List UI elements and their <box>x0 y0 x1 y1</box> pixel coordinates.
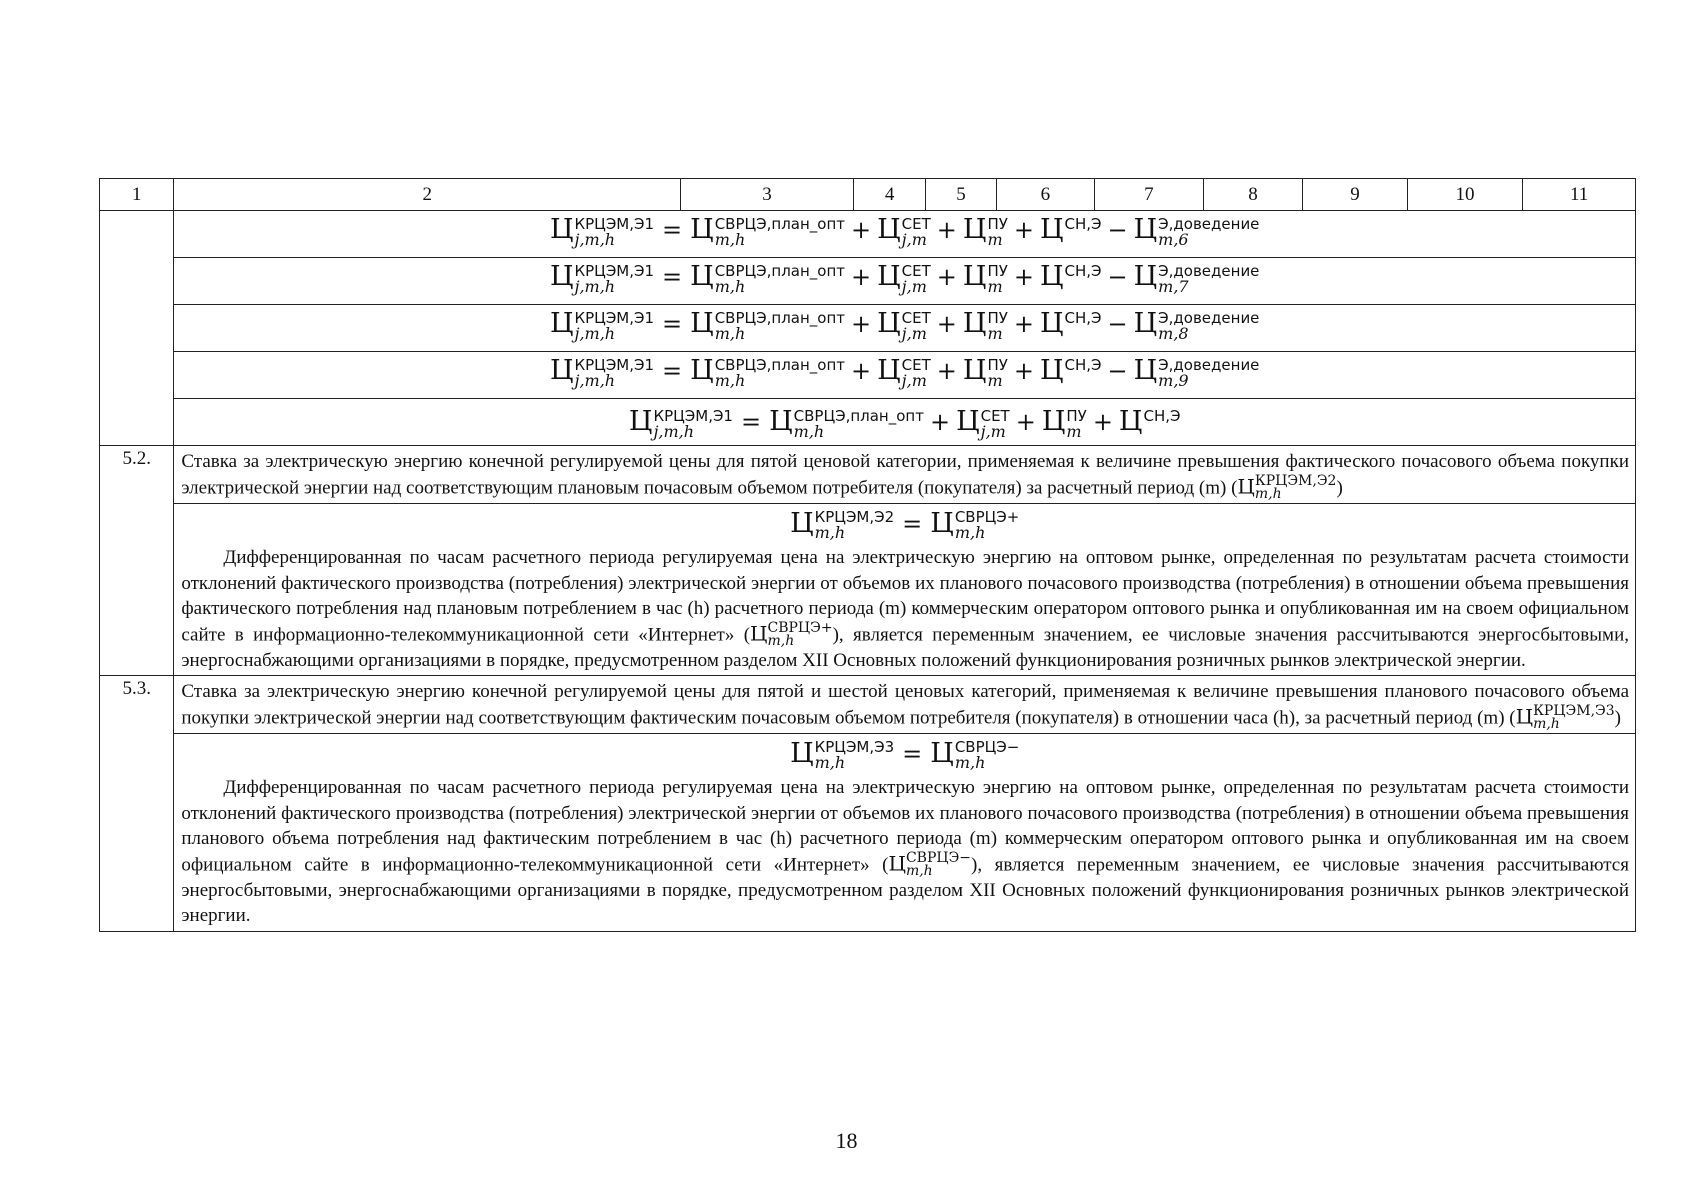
row-5-2-title <box>100 446 1636 504</box>
row-number-5-2: 5.2. <box>100 446 174 676</box>
row-5-2-description: Дифференцированная по часам расчетного периода регулируемая цена на электрическую энергию на оптовом рынке, определенная по результатам расчета стоимости отклонений фактического производства (потребления) электрической энергии от объемов их планового почасового производства (потребления) в отношении объема превышения фактического потребления над плановым потреблением в час (h) расчетного периода (m) коммерческим оператором оптового рынка и опубликованная им на своем официальном сайте в информационно-телекоммуникационной сети «Интернет» (Ц СВРЦЭ+ m,h ), является переменным значением, ее числовые значения рассчитываются энергосбытовыми, энергоснабжающими организациями в порядке, предусмотренном разделом XII Основных положений функционирования розничных рынков электрической энергии. <box>181 547 1629 671</box>
symbol-svrce-minus: Ц СВРЦЭ− m,h <box>888 849 972 879</box>
column-number-header <box>100 179 1636 211</box>
row-5-3-title-text: Ставка за электрическую энергию конечной регулируемой цены для пятой и шестой ценовых категорий, применяемая к величине превышения планового почасового объема покупки электрической энергии над соответствующим фактическим почасовым объемом потребителя (покупателя) в отношении часа (h), за расчетный период (m) (Ц КРЦЭМ,Э3 m,h ) <box>181 681 1629 732</box>
formula-krcem-e1-9: Ц КРЦЭМ,Э1 j,m,h = Ц СВРЦЭ,план_опт m,h + Ц СЕТ j,m + Ц ПУ m + Ц СН,Э − Ц Э,доведение m,9 <box>549 355 1260 390</box>
formula-krcem-e3: Ц КРЦЭМ,Э3 m,h = Ц СВРЦЭ− m,h <box>790 737 1020 772</box>
col-header-11: 11 <box>1523 179 1636 211</box>
col-header-5: 5 <box>926 179 996 211</box>
col-header-7: 7 <box>1095 179 1204 211</box>
row-5-3-body <box>100 733 1636 931</box>
tariff-table <box>99 178 1636 932</box>
row-5-3-title <box>100 676 1636 734</box>
col-header-9: 9 <box>1303 179 1408 211</box>
formula-krcem-e2: Ц КРЦЭМ,Э2 m,h = Ц СВРЦЭ+ m,h <box>790 507 1020 542</box>
formula-row-6 <box>100 211 1636 258</box>
col-header-4: 4 <box>853 179 925 211</box>
col-header-2: 2 <box>174 179 681 211</box>
formula-krcem-e1-7: Ц КРЦЭМ,Э1 j,m,h = Ц СВРЦЭ,план_опт m,h + Ц СЕТ j,m + Ц ПУ m + Ц СН,Э − Ц Э,доведение m,7 <box>549 261 1260 296</box>
row-5-2-body <box>100 503 1636 676</box>
formula-row-9 <box>100 352 1636 399</box>
symbol-krcem-e3: Ц КРЦЭМ,Э3 m,h <box>1515 702 1615 732</box>
symbol-svrce-plus: Ц СВРЦЭ+ m,h <box>750 619 833 649</box>
col-header-1: 1 <box>100 179 174 211</box>
symbol-krcem-e2: Ц КРЦЭМ,Э2 m,h <box>1237 472 1337 502</box>
row-number-5-3: 5.3. <box>100 676 174 932</box>
formula-krcem-e1-base: Ц КРЦЭМ,Э1 j,m,h = Ц СВРЦЭ,план_опт m,h + Ц СЕТ j,m + Ц ПУ m + Ц СН,Э <box>628 406 1181 441</box>
page-number: 18 <box>835 1128 858 1153</box>
formula-krcem-e1-8: Ц КРЦЭМ,Э1 j,m,h = Ц СВРЦЭ,план_опт m,h + Ц СЕТ j,m + Ц ПУ m + Ц СН,Э − Ц Э,доведение m,8 <box>549 308 1260 343</box>
col-header-6: 6 <box>996 179 1095 211</box>
formula-row-base <box>100 399 1636 446</box>
formula-krcem-e1-6: Ц КРЦЭМ,Э1 j,m,h = Ц СВРЦЭ,план_опт m,h + Ц СЕТ j,m + Ц ПУ m + Ц СН,Э − Ц Э,доведение m,6 <box>549 214 1260 249</box>
formula-row-7 <box>100 258 1636 305</box>
col-header-10: 10 <box>1407 179 1523 211</box>
formula-row-8 <box>100 305 1636 352</box>
col-header-3: 3 <box>681 179 854 211</box>
empty-num-cell <box>100 211 174 446</box>
col-header-8: 8 <box>1203 179 1303 211</box>
row-5-3-description: Дифференцированная по часам расчетного периода регулируемая цена на электрическую энергию на оптовом рынке, определенная по результатам расчета стоимости отклонений фактического производства (потребления) электрической энергии от объемов их планового почасового производства (потребления) в отношении объема превышения планового объема потребления над фактическим потреблением в час (h) расчетного периода (m) коммерческим оператором оптового рынка и опубликованная им на своем официальном сайте в информационно-телекоммуникационной сети «Интернет» (Ц СВРЦЭ− m,h ), является переменным значением, ее числовые значения рассчитываются энергосбытовыми, энергоснабжающими организациями в порядке, предусмотренном разделом XII Основных положений функционирования розничных рынков электрической энергии. <box>181 777 1629 926</box>
row-5-2-title-text: Ставка за электрическую энергию конечной регулируемой цены для пятой ценовой категории, применяемая к величине превышения фактического почасового объема покупки электрической энергии над соответствующим плановым почасовым объемом потребителя (покупателя) за расчетный период (m) (Ц КРЦЭМ,Э2 m,h ) <box>181 451 1629 502</box>
